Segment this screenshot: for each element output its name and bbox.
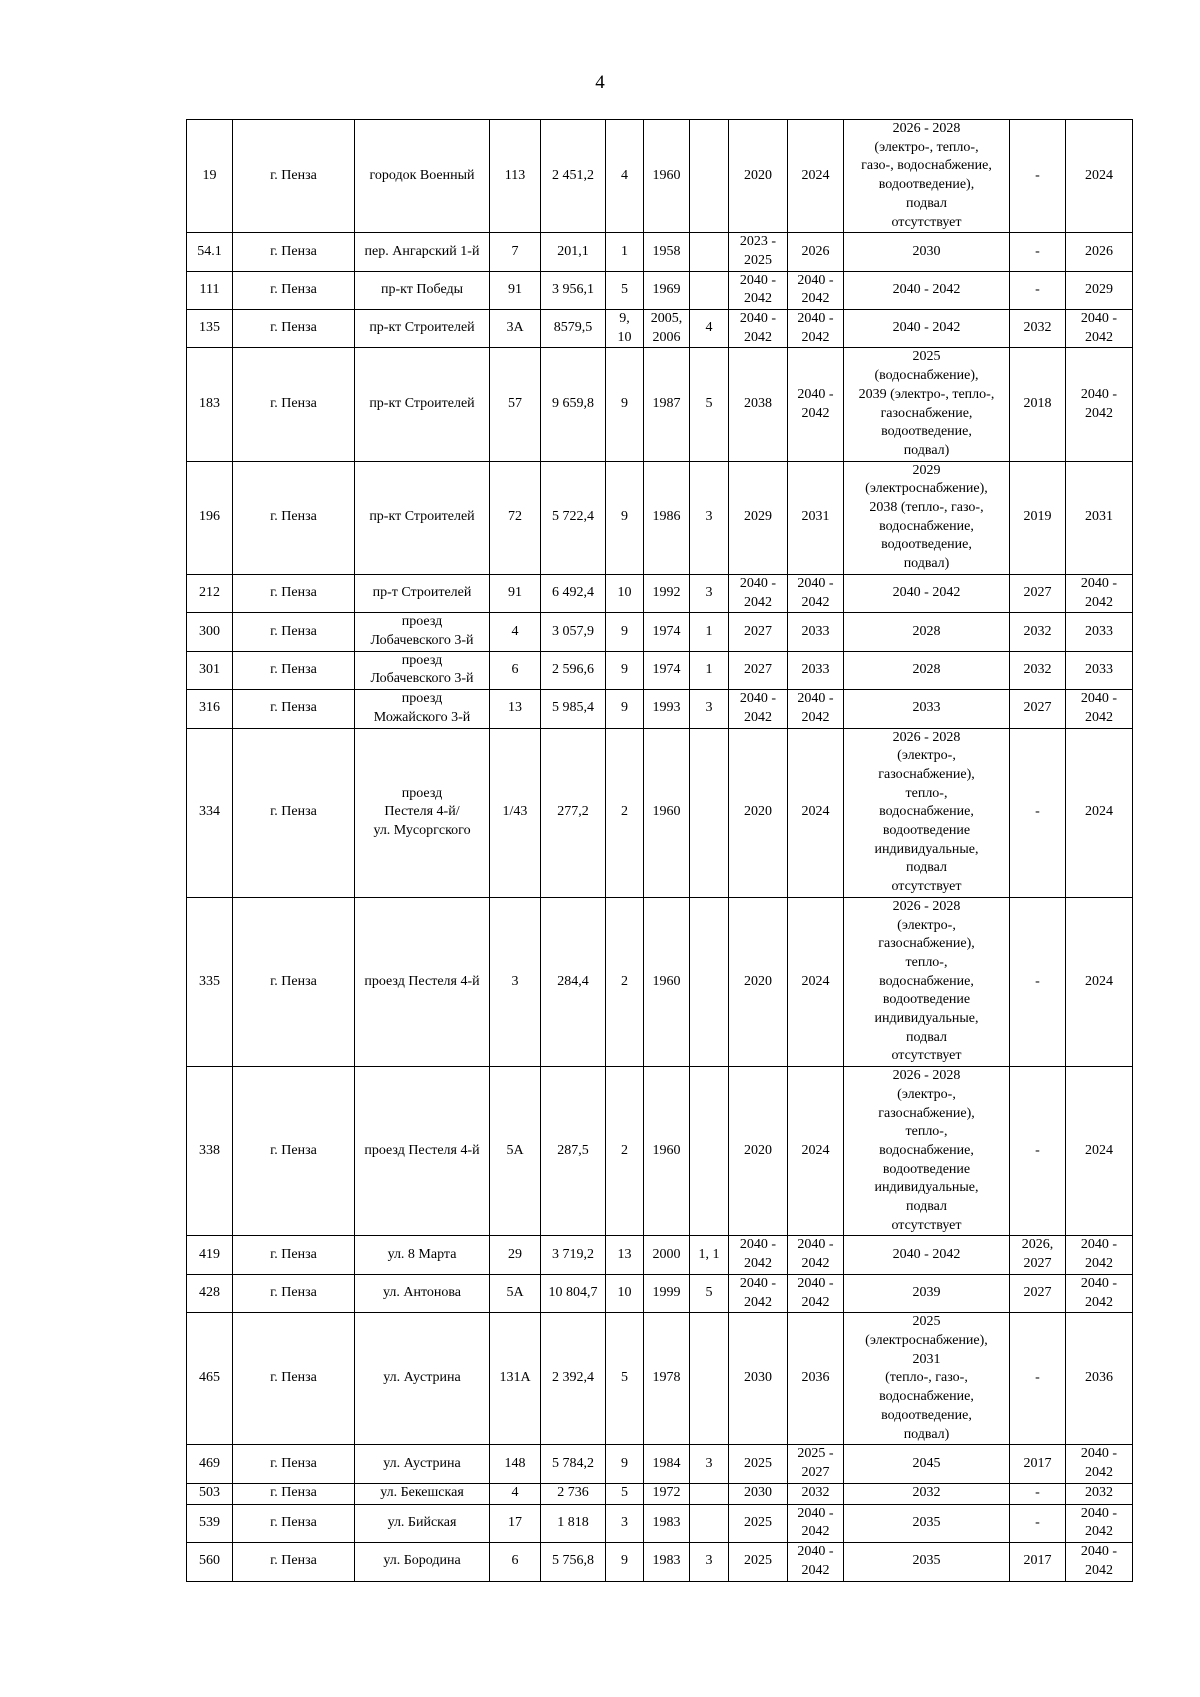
street-cell: ул. Аустрина [355,1445,490,1483]
city-cell: г. Пенза [233,233,355,271]
elevator-repair-cell: 2027 [1010,1274,1066,1312]
street-cell: проезд Пестеля 4-й [355,1067,490,1236]
utilities-repair-cell: 2033 [844,690,1010,728]
year-built-cell: 1960 [644,120,690,233]
house-number-cell: 3А [490,310,541,348]
facade-repair-cell: 2024 [788,120,844,233]
house-number-cell: 17 [490,1504,541,1542]
table-row [187,1543,1133,1581]
utilities-repair-cell: 2030 [844,233,1010,271]
elevators-cell: 3 [690,690,729,728]
street-cell: ул. Антонова [355,1274,490,1312]
facade-repair-cell: 2040 - 2042 [788,1543,844,1581]
area-cell: 6 492,4 [541,574,606,612]
foundation-repair-cell: 2031 [1066,461,1133,574]
row-number: 338 [187,1067,233,1236]
area-cell: 3 057,9 [541,613,606,651]
row-number: 135 [187,310,233,348]
utilities-repair-cell: 2029 (электроснабжение), 2038 (тепло-, газо-, водоснабжение, водоотведение, подвал) [844,461,1010,574]
facade-repair-cell: 2026 [788,233,844,271]
table-row [187,461,1133,574]
floors-cell: 5 [606,1483,644,1504]
foundation-repair-cell: 2040 - 2042 [1066,1504,1133,1542]
house-number-cell: 91 [490,574,541,612]
area-cell: 287,5 [541,1067,606,1236]
facade-repair-cell: 2033 [788,651,844,689]
floors-cell: 9 [606,348,644,461]
house-number-cell: 72 [490,461,541,574]
table-row [187,574,1133,612]
elevators-cell: 4 [690,310,729,348]
row-number: 334 [187,728,233,897]
area-cell: 9 659,8 [541,348,606,461]
elevator-repair-cell: - [1010,1504,1066,1542]
city-cell: г. Пенза [233,651,355,689]
floors-cell: 1 [606,233,644,271]
utilities-repair-cell: 2039 [844,1274,1010,1312]
year-built-cell: 1983 [644,1504,690,1542]
elevators-cell [690,1483,729,1504]
table-row [187,1067,1133,1236]
floors-cell: 10 [606,1274,644,1312]
facade-repair-cell: 2031 [788,461,844,574]
street-cell: пр-кт Строителей [355,310,490,348]
area-cell: 10 804,7 [541,1274,606,1312]
city-cell: г. Пенза [233,690,355,728]
elevator-repair-cell: - [1010,897,1066,1066]
table-row [187,897,1133,1066]
elevators-cell: 3 [690,461,729,574]
foundation-repair-cell: 2036 [1066,1313,1133,1445]
city-cell: г. Пенза [233,1504,355,1542]
year-built-cell: 1987 [644,348,690,461]
utilities-repair-cell: 2026 - 2028 (электро-, тепло-, газо-, водоснабжение, водоотведение), подвал отсутствует [844,120,1010,233]
elevators-cell [690,120,729,233]
utilities-repair-cell: 2040 - 2042 [844,271,1010,309]
foundation-repair-cell: 2029 [1066,271,1133,309]
street-cell: пр-т Строителей [355,574,490,612]
year-built-cell: 1992 [644,574,690,612]
year-built-cell: 1983 [644,1543,690,1581]
city-cell: г. Пенза [233,1313,355,1445]
row-number: 111 [187,271,233,309]
roof-repair-cell: 2020 [729,728,788,897]
elevator-repair-cell: 2027 [1010,690,1066,728]
street-cell: пер. Ангарский 1-й [355,233,490,271]
floors-cell: 13 [606,1236,644,1274]
house-number-cell: 6 [490,651,541,689]
utilities-repair-cell: 2040 - 2042 [844,310,1010,348]
year-built-cell: 1960 [644,728,690,897]
house-number-cell: 29 [490,1236,541,1274]
housing-repair-table [186,119,1133,1582]
roof-repair-cell: 2040 - 2042 [729,271,788,309]
house-number-cell: 1/43 [490,728,541,897]
foundation-repair-cell: 2033 [1066,613,1133,651]
area-cell: 2 596,6 [541,651,606,689]
area-cell: 2 451,2 [541,120,606,233]
street-cell: пр-кт Победы [355,271,490,309]
year-built-cell: 1999 [644,1274,690,1312]
elevators-cell: 3 [690,1445,729,1483]
foundation-repair-cell: 2024 [1066,897,1133,1066]
area-cell: 2 392,4 [541,1313,606,1445]
floors-cell: 3 [606,1504,644,1542]
roof-repair-cell: 2038 [729,348,788,461]
elevator-repair-cell: - [1010,1313,1066,1445]
elevators-cell: 5 [690,348,729,461]
house-number-cell: 5А [490,1274,541,1312]
roof-repair-cell: 2020 [729,1067,788,1236]
year-built-cell: 1978 [644,1313,690,1445]
street-cell: ул. Бийская [355,1504,490,1542]
house-number-cell: 91 [490,271,541,309]
area-cell: 5 722,4 [541,461,606,574]
street-cell: ул. Бекешская [355,1483,490,1504]
roof-repair-cell: 2027 [729,613,788,651]
city-cell: г. Пенза [233,728,355,897]
utilities-repair-cell: 2045 [844,1445,1010,1483]
utilities-repair-cell: 2026 - 2028 (электро-, газоснабжение), тепло-, водоснабжение, водоотведение индивидуальные, подвал отсутствует [844,897,1010,1066]
facade-repair-cell: 2040 - 2042 [788,1274,844,1312]
roof-repair-cell: 2030 [729,1483,788,1504]
house-number-cell: 57 [490,348,541,461]
row-number: 465 [187,1313,233,1445]
row-number: 539 [187,1504,233,1542]
table-row [187,690,1133,728]
elevators-cell [690,1067,729,1236]
area-cell: 2 736 [541,1483,606,1504]
area-cell: 1 818 [541,1504,606,1542]
city-cell: г. Пенза [233,897,355,1066]
year-built-cell: 1986 [644,461,690,574]
year-built-cell: 1969 [644,271,690,309]
area-cell: 277,2 [541,728,606,897]
city-cell: г. Пенза [233,461,355,574]
house-number-cell: 3 [490,897,541,1066]
area-cell: 284,4 [541,897,606,1066]
elevators-cell [690,233,729,271]
roof-repair-cell: 2025 [729,1543,788,1581]
elevator-repair-cell: 2018 [1010,348,1066,461]
city-cell: г. Пенза [233,310,355,348]
elevator-repair-cell: 2032 [1010,651,1066,689]
table-row [187,310,1133,348]
roof-repair-cell: 2027 [729,651,788,689]
house-number-cell: 5А [490,1067,541,1236]
foundation-repair-cell: 2024 [1066,120,1133,233]
elevator-repair-cell: 2017 [1010,1543,1066,1581]
foundation-repair-cell: 2040 - 2042 [1066,310,1133,348]
elevator-repair-cell: - [1010,1067,1066,1236]
roof-repair-cell: 2040 - 2042 [729,1236,788,1274]
facade-repair-cell: 2040 - 2042 [788,1236,844,1274]
foundation-repair-cell: 2040 - 2042 [1066,690,1133,728]
street-cell: ул. 8 Марта [355,1236,490,1274]
foundation-repair-cell: 2040 - 2042 [1066,1236,1133,1274]
facade-repair-cell: 2040 - 2042 [788,348,844,461]
utilities-repair-cell: 2040 - 2042 [844,1236,1010,1274]
roof-repair-cell: 2025 [729,1504,788,1542]
foundation-repair-cell: 2024 [1066,1067,1133,1236]
street-cell: пр-кт Строителей [355,348,490,461]
floors-cell: 9 [606,1543,644,1581]
row-number: 300 [187,613,233,651]
table-row [187,348,1133,461]
elevator-repair-cell: 2026, 2027 [1010,1236,1066,1274]
street-cell: пр-кт Строителей [355,461,490,574]
roof-repair-cell: 2029 [729,461,788,574]
area-cell: 201,1 [541,233,606,271]
house-number-cell: 131А [490,1313,541,1445]
elevator-repair-cell: 2017 [1010,1445,1066,1483]
roof-repair-cell: 2040 - 2042 [729,310,788,348]
utilities-repair-cell: 2026 - 2028 (электро-, газоснабжение), тепло-, водоснабжение, водоотведение индивидуальные, подвал отсутствует [844,728,1010,897]
floors-cell: 10 [606,574,644,612]
utilities-repair-cell: 2028 [844,613,1010,651]
area-cell: 8579,5 [541,310,606,348]
roof-repair-cell: 2040 - 2042 [729,574,788,612]
facade-repair-cell: 2036 [788,1313,844,1445]
street-cell: проезд Можайского 3-й [355,690,490,728]
facade-repair-cell: 2024 [788,1067,844,1236]
house-number-cell: 4 [490,1483,541,1504]
elevators-cell: 1, 1 [690,1236,729,1274]
street-cell: проезд Пестеля 4-й [355,897,490,1066]
street-cell: проезд Лобачевского 3-й [355,651,490,689]
elevators-cell [690,728,729,897]
floors-cell: 2 [606,1067,644,1236]
row-number: 560 [187,1543,233,1581]
foundation-repair-cell: 2026 [1066,233,1133,271]
row-number: 419 [187,1236,233,1274]
row-number: 212 [187,574,233,612]
floors-cell: 2 [606,897,644,1066]
street-cell: проезд Пестеля 4-й/ ул. Мусоргского [355,728,490,897]
year-built-cell: 1960 [644,1067,690,1236]
year-built-cell: 1958 [644,233,690,271]
city-cell: г. Пенза [233,271,355,309]
foundation-repair-cell: 2040 - 2042 [1066,1274,1133,1312]
table-row [187,1274,1133,1312]
table-row [187,728,1133,897]
table-row [187,1313,1133,1445]
foundation-repair-cell: 2040 - 2042 [1066,1445,1133,1483]
house-number-cell: 7 [490,233,541,271]
city-cell: г. Пенза [233,1543,355,1581]
facade-repair-cell: 2024 [788,897,844,1066]
elevator-repair-cell: 2032 [1010,613,1066,651]
elevators-cell [690,1313,729,1445]
year-built-cell: 1960 [644,897,690,1066]
row-number: 335 [187,897,233,1066]
utilities-repair-cell: 2025 (водоснабжение), 2039 (электро-, тепло-, газоснабжение, водоотведение, подвал) [844,348,1010,461]
table-row [187,1445,1133,1483]
roof-repair-cell: 2040 - 2042 [729,1274,788,1312]
row-number: 301 [187,651,233,689]
foundation-repair-cell: 2040 - 2042 [1066,574,1133,612]
foundation-repair-cell: 2032 [1066,1483,1133,1504]
utilities-repair-cell: 2040 - 2042 [844,574,1010,612]
table-row [187,1236,1133,1274]
city-cell: г. Пенза [233,120,355,233]
elevators-cell [690,1504,729,1542]
elevator-repair-cell: 2032 [1010,310,1066,348]
area-cell: 5 985,4 [541,690,606,728]
street-cell: городок Военный [355,120,490,233]
utilities-repair-cell: 2025 (электроснабжение), 2031 (тепло-, газо-, водоснабжение, водоотведение, подвал) [844,1313,1010,1445]
floors-cell: 9 [606,1445,644,1483]
city-cell: г. Пенза [233,613,355,651]
elevator-repair-cell: 2027 [1010,574,1066,612]
city-cell: г. Пенза [233,1067,355,1236]
floors-cell: 4 [606,120,644,233]
row-number: 183 [187,348,233,461]
row-number: 503 [187,1483,233,1504]
house-number-cell: 113 [490,120,541,233]
elevator-repair-cell: - [1010,1483,1066,1504]
year-built-cell: 1974 [644,613,690,651]
foundation-repair-cell: 2033 [1066,651,1133,689]
floors-cell: 9 [606,690,644,728]
elevator-repair-cell: - [1010,233,1066,271]
elevator-repair-cell: - [1010,728,1066,897]
table-row [187,233,1133,271]
elevator-repair-cell: 2019 [1010,461,1066,574]
elevators-cell: 3 [690,1543,729,1581]
row-number: 428 [187,1274,233,1312]
year-built-cell: 1984 [644,1445,690,1483]
year-built-cell: 1974 [644,651,690,689]
table-row [187,120,1133,233]
house-number-cell: 13 [490,690,541,728]
foundation-repair-cell: 2024 [1066,728,1133,897]
facade-repair-cell: 2040 - 2042 [788,271,844,309]
row-number: 196 [187,461,233,574]
floors-cell: 5 [606,1313,644,1445]
table-row [187,271,1133,309]
street-cell: ул. Бородина [355,1543,490,1581]
facade-repair-cell: 2032 [788,1483,844,1504]
elevator-repair-cell: - [1010,120,1066,233]
table-row [187,651,1133,689]
area-cell: 5 784,2 [541,1445,606,1483]
roof-repair-cell: 2020 [729,897,788,1066]
roof-repair-cell: 2023 - 2025 [729,233,788,271]
city-cell: г. Пенза [233,1445,355,1483]
area-cell: 5 756,8 [541,1543,606,1581]
roof-repair-cell: 2040 - 2042 [729,690,788,728]
facade-repair-cell: 2024 [788,728,844,897]
house-number-cell: 6 [490,1543,541,1581]
floors-cell: 2 [606,728,644,897]
year-built-cell: 2000 [644,1236,690,1274]
facade-repair-cell: 2040 - 2042 [788,310,844,348]
city-cell: г. Пенза [233,1274,355,1312]
elevator-repair-cell: - [1010,271,1066,309]
facade-repair-cell: 2033 [788,613,844,651]
row-number: 19 [187,120,233,233]
house-number-cell: 148 [490,1445,541,1483]
elevators-cell: 1 [690,651,729,689]
elevators-cell: 3 [690,574,729,612]
elevators-cell [690,897,729,1066]
elevators-cell [690,271,729,309]
utilities-repair-cell: 2028 [844,651,1010,689]
city-cell: г. Пенза [233,1483,355,1504]
house-number-cell: 4 [490,613,541,651]
city-cell: г. Пенза [233,1236,355,1274]
foundation-repair-cell: 2040 - 2042 [1066,348,1133,461]
facade-repair-cell: 2040 - 2042 [788,690,844,728]
roof-repair-cell: 2025 [729,1445,788,1483]
row-number: 469 [187,1445,233,1483]
area-cell: 3 956,1 [541,271,606,309]
floors-cell: 9 [606,613,644,651]
facade-repair-cell: 2025 - 2027 [788,1445,844,1483]
year-built-cell: 2005, 2006 [644,310,690,348]
page-number: 4 [595,72,605,93]
year-built-cell: 1993 [644,690,690,728]
table-row [187,1483,1133,1504]
city-cell: г. Пенза [233,348,355,461]
floors-cell: 9, 10 [606,310,644,348]
floors-cell: 9 [606,651,644,689]
roof-repair-cell: 2020 [729,120,788,233]
row-number: 54.1 [187,233,233,271]
row-number: 316 [187,690,233,728]
city-cell: г. Пенза [233,574,355,612]
table-row [187,1504,1133,1542]
utilities-repair-cell: 2035 [844,1543,1010,1581]
table-row [187,613,1133,651]
foundation-repair-cell: 2040 - 2042 [1066,1543,1133,1581]
elevators-cell: 5 [690,1274,729,1312]
floors-cell: 5 [606,271,644,309]
floors-cell: 9 [606,461,644,574]
facade-repair-cell: 2040 - 2042 [788,1504,844,1542]
street-cell: ул. Аустрина [355,1313,490,1445]
elevators-cell: 1 [690,613,729,651]
utilities-repair-cell: 2035 [844,1504,1010,1542]
utilities-repair-cell: 2026 - 2028 (электро-, газоснабжение), тепло-, водоснабжение, водоотведение индивидуальные, подвал отсутствует [844,1067,1010,1236]
year-built-cell: 1972 [644,1483,690,1504]
utilities-repair-cell: 2032 [844,1483,1010,1504]
street-cell: проезд Лобачевского 3-й [355,613,490,651]
roof-repair-cell: 2030 [729,1313,788,1445]
area-cell: 3 719,2 [541,1236,606,1274]
facade-repair-cell: 2040 - 2042 [788,574,844,612]
